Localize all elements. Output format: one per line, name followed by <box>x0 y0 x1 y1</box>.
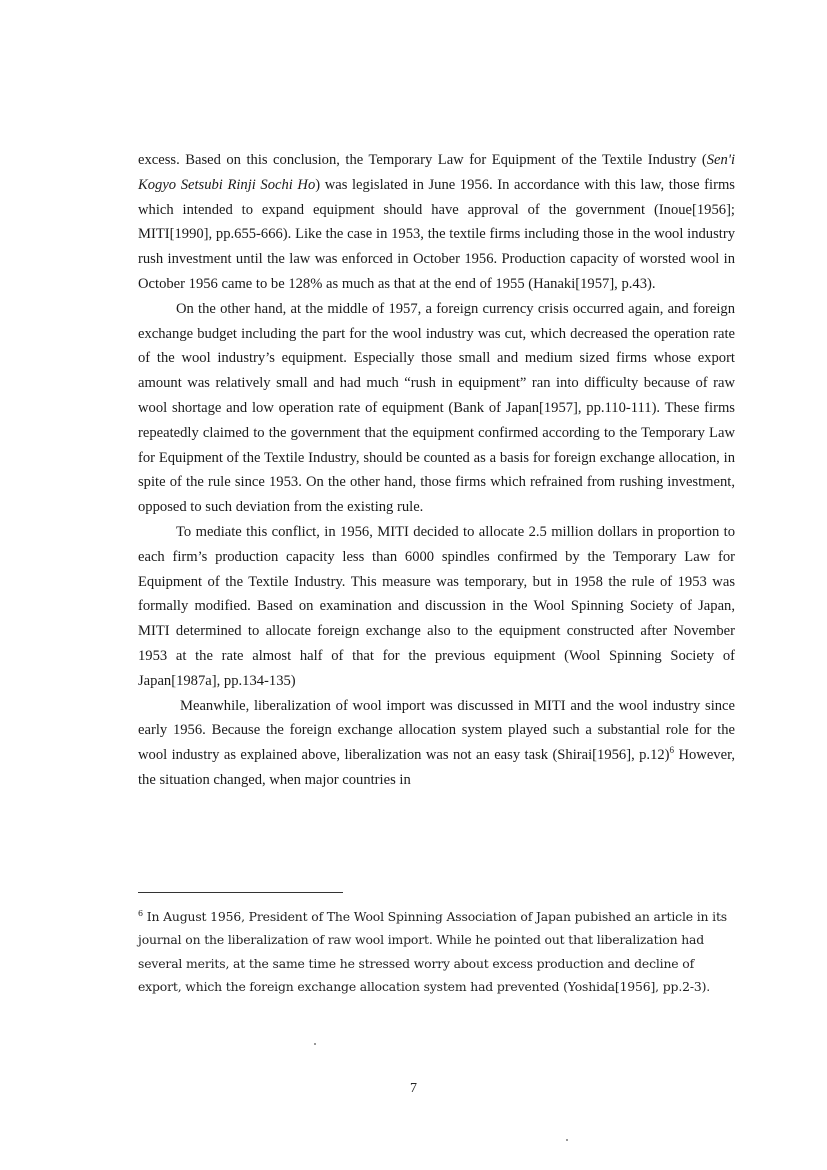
footnote-text: In August 1956, President of The Wool Spinning Association of Japan pubished an article in its journal on the liberalization of raw wool import. While he pointed out that liberalization had several merits, at the same time he stressed worry about excess production and decline of export, which the foreign exchange allocation system had prevented (Yoshida[1956], pp.2-3). <box>138 909 728 994</box>
scan-speck <box>314 1043 316 1045</box>
footnote-paragraph <box>138 905 735 998</box>
law-title-italic: Sen'i Kogyo Setsubi Rinji Sochi Ho <box>138 152 735 193</box>
footnote <box>138 905 735 998</box>
body-text <box>138 148 735 793</box>
paragraph-1-text-b: ) was legislated in June 1956. In accordance with this law, those firms which intended to expand equipment should have approval of the government (Inoue[1956]; MITI[1990], pp.655-666). Like the case in 1953, the textile firms including those in the wool industry rush investment until the law was enforced in October 1956. Production capacity of worsted wool in October 1956 came to be 128% as much as that at the end of 1955 (Hanaki[1957], p.43). <box>138 176 735 292</box>
paragraph-1-text-a: excess. Based on this conclusion, the Temporary Law for Equipment of the Textile Industry ( <box>138 152 707 168</box>
scan-speck <box>566 1139 568 1141</box>
paragraph-2: On the other hand, at the middle of 1957, a foreign currency crisis occurred again, and foreign exchange budget including the part for the wool industry was cut, which decreased the operation rate of the wool industry’s equipment. Especially those small and medium sized firms whose export amount was relatively small and had much “rush in equipment” ran into difficulty because of raw wool shortage and low operation rate of equipment (Bank of Japan[1957], pp.110-111). These firms repeatedly claimed to the government that the equipment confirmed according to the Temporary Law for Equipment of the Textile Industry, should be counted as a basis for foreign exchange allocation, in spite of the rule since 1953. On the other hand, those firms which refrained from rushing investment, opposed to such deviation from the existing rule. <box>138 300 735 516</box>
paragraph-4-text-b: However, the situation changed, when major countries in <box>138 747 736 788</box>
footnote-number: 6 <box>138 908 143 918</box>
page-number: 7 <box>410 1081 417 1096</box>
paragraph-4-text-a: Meanwhile, liberalization of wool import was discussed in MITI and the wool industry since early 1956. Because the foreign exchange allocation system played such a substantial role for the wool industry as explained above, liberalization was not an easy task (Shirai[1956], p.12) <box>138 697 735 764</box>
footnote-divider <box>138 892 343 893</box>
paragraph-3: To mediate this conflict, in 1956, MITI decided to allocate 2.5 million dollars in proportion to each firm’s production capacity less than 6000 spindles confirmed by the Temporary Law for Equipment of the Textile Industry. This measure was temporary, but in 1958 the rule of 1953 was formally modified. Based on examination and discussion in the Wool Spinning Society of Japan, MITI determined to allocate foreign exchange also to the equipment constructed after November 1953 at the rate almost half of that for the previous equipment (Wool Spinning Society of Japan[1987a], pp.134-135) <box>138 523 735 689</box>
paragraph-4 <box>138 694 735 793</box>
footnote-marker: 6 <box>669 745 675 756</box>
paragraph-1 <box>138 148 735 297</box>
